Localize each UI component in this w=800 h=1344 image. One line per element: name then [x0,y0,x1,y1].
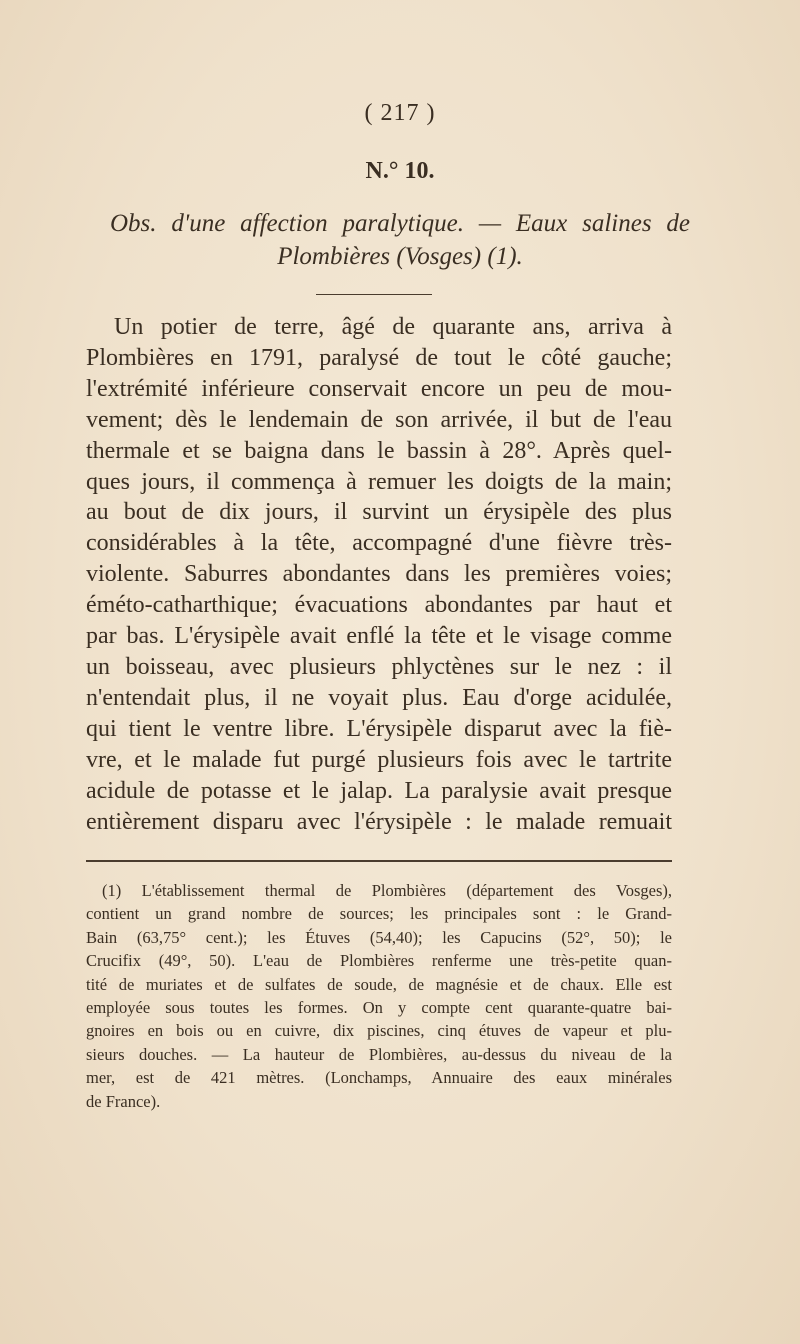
body-line: considérables à la tête, accompagné d'une fièvre très- [86,530,672,557]
footnote-line: (1) L'établissement thermal de Plombières (département des Vosges), [102,881,672,900]
body-text [86,312,672,837]
body-line: thermale et se baigna dans le bassin à 28°. Après quel- [86,437,672,464]
body-line: un boisseau, avec plusieurs phlyctènes sur le nez : il [86,653,672,680]
footnote [86,879,672,1113]
footnote-divider [86,860,672,862]
section-number: N.° 10. [365,158,435,184]
footnote-line: employée sous toutes les formes. On y compte cent quarante-quatre bai- [86,998,672,1018]
body-line: vement; dès le lendemain de son arrivée, il but de l'eau [86,406,672,433]
title-line-2: Plombières (Vosges) (1). [277,243,523,270]
body-line: entièrement disparu avec l'érysipèle : le malade remuait [86,808,672,835]
body-line: vre, et le malade fut purgé plusieurs fois avec le tartrite [86,746,672,773]
page-number: ( 217 ) [364,100,436,126]
title-divider [316,294,432,295]
body-line: acidule de potasse et le jalap. La paralysie avait presque [86,777,672,804]
footnote-line: sieurs douches. — La hauteur de Plombières, au-dessus du niveau de la [86,1044,672,1064]
observation-title [110,207,690,273]
body-line: au bout de dix jours, il survint un érysipèle des plus [86,499,672,526]
body-line: Un potier de terre, âgé de quarante ans, arriva à [114,314,672,340]
footnote-line: mer, est de 421 mètres. (Lonchamps, Annuaire des eaux minérales [86,1068,672,1088]
footnote-line: tité de muriates et de sulfates de soude, de magnésie et de chaux. Elle est [86,974,672,994]
body-line: éméto-catharthique; évacuations abondantes par haut et [86,592,672,619]
footnote-line: contient un grand nombre de sources; les principales sont : le Grand- [86,904,672,924]
body-line: Plombières en 1791, paralysé de tout le côté gauche; [86,344,672,371]
title-line-1: Obs. d'une affection paralytique. — Eaux salines de [110,210,690,237]
body-line: n'entendait plus, il ne voyait plus. Eau d'orge acidulée, [86,684,672,711]
footnote-line: gnoires en bois ou en cuivre, dix piscines, cinq étuves de vapeur et plu- [86,1021,672,1041]
body-line: qui tient le ventre libre. L'érysipèle disparut avec la fiè- [86,715,672,742]
body-line: l'extrémité inférieure conservait encore un peu de mou- [86,375,672,402]
body-line: par bas. L'érysipèle avait enflé la tête et le visage comme [86,623,672,650]
footnote-line: Crucifix (49°, 50). L'eau de Plombières renferme une très-petite quan- [86,951,672,971]
body-line: ques jours, il commença à remuer les doigts de la main; [86,468,672,495]
body-line: violente. Saburres abondantes dans les premières voies; [86,561,672,588]
footnote-line: de France). [86,1091,161,1111]
footnote-line: Bain (63,75° cent.); les Étuves (54,40); les Capucins (52°, 50); le [86,927,672,947]
